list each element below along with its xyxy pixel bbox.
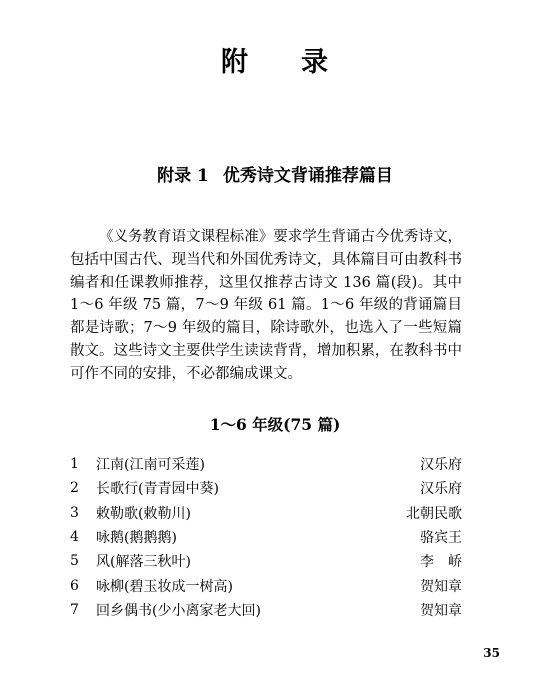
- section-heading: 1～6 年级(75 篇): [209, 415, 341, 434]
- list-item: [70, 549, 462, 573]
- poem-author: 骆宾王: [420, 530, 462, 547]
- intro-paragraph: 《义务教育语文课程标准》要求学生背诵古今优秀诗文，包括中国古代、现当代和外国优秀诗文，具体篇目可由教科书编者和任课教师推荐，这里仅推荐古诗文 136 篇(段)。其中 1～6 年级 75 篇，7～9 年级 61 篇。1～6 年级的背诵篇目都是诗歌；7～9 年级的篇目，除诗歌外，也选入了一些短篇散文。这些诗文主要供学生读读背背，增加积累，在教科书中可作不同的安排，不必都编成课文。: [70, 229, 462, 382]
- list-item: [70, 476, 462, 500]
- page-heading-right: 录: [301, 47, 329, 78]
- poem-index: 3: [70, 504, 79, 521]
- poem-title: 回乡偶书(少小离家老大回): [96, 602, 261, 619]
- list-item: [70, 501, 462, 525]
- poem-title: 江南(江南可采莲): [96, 457, 205, 474]
- appendix-title-text: 优秀诗文背诵推荐篇目: [222, 166, 393, 186]
- poem-title: 敕勒歌(敕勒川): [96, 505, 191, 522]
- page-heading-left: 附: [221, 47, 249, 78]
- appendix-number: 附录 1: [157, 166, 209, 186]
- poem-title: 长歌行(青青园中葵): [96, 481, 219, 498]
- poem-index: 4: [70, 529, 79, 546]
- list-item: [70, 525, 462, 549]
- poem-index: 2: [70, 480, 79, 497]
- poem-author: 北朝民歌: [406, 505, 462, 522]
- poem-index: 6: [70, 577, 79, 594]
- page-number: 35: [483, 646, 500, 660]
- list-item: [70, 598, 462, 622]
- poem-author: 汉乐府: [420, 481, 462, 498]
- poem-title: 咏柳(碧玉妆成一树高): [96, 578, 233, 595]
- list-item: [70, 452, 462, 476]
- poem-author: 贺知章: [420, 578, 462, 595]
- poem-author: 贺知章: [420, 602, 462, 619]
- poem-author: 李 峤: [420, 554, 462, 571]
- list-item: [70, 573, 462, 597]
- poem-title: 咏鹅(鹅鹅鹅): [96, 530, 177, 547]
- appendix-title: [0, 161, 550, 186]
- poem-list: [70, 452, 462, 622]
- poem-index: 5: [70, 553, 79, 570]
- poem-index: 7: [70, 601, 79, 618]
- poem-index: 1: [70, 456, 79, 473]
- poem-author: 汉乐府: [420, 457, 462, 474]
- poem-title: 风(解落三秋叶): [96, 554, 191, 571]
- page-heading: [0, 40, 550, 79]
